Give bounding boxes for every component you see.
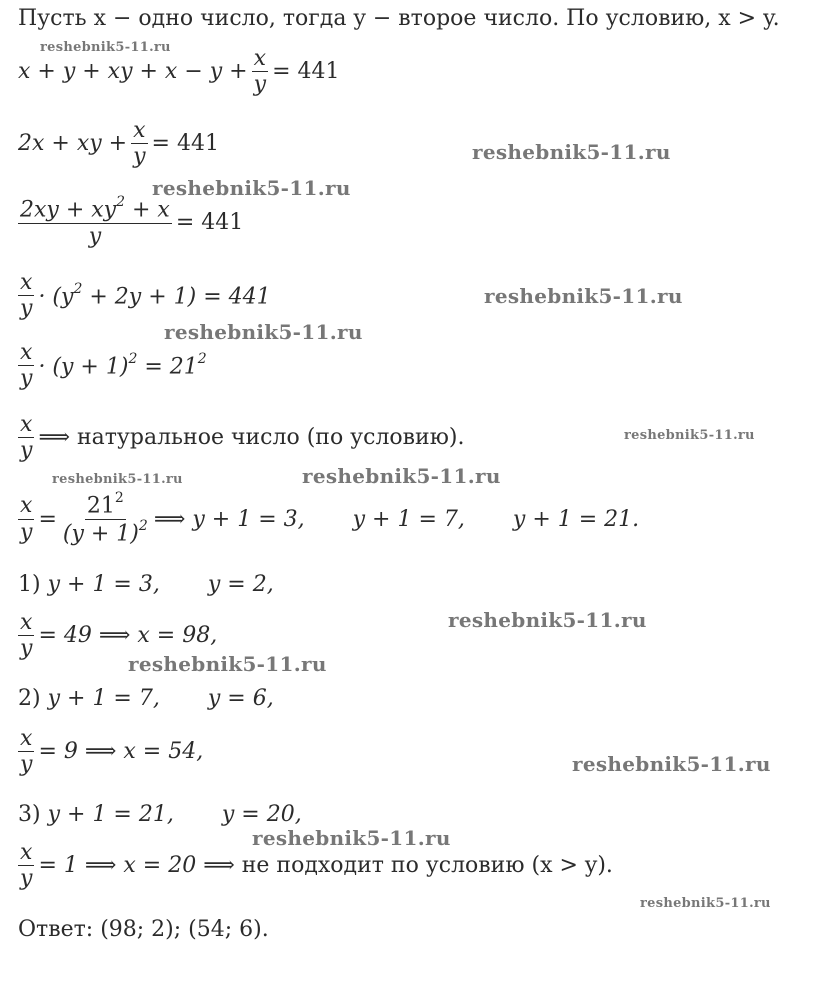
case-1-a: y + 1 = 3,: [47, 572, 160, 597]
fraction-21-squared: $\frac{21^2}{(y + 1)^2}$: [62, 490, 148, 546]
eq7-result-c: y + 1 = 21.: [512, 506, 640, 532]
case-3-res-text: не подходит по условию (x > y).: [241, 853, 613, 879]
watermark: reshebnik5-11.ru: [128, 652, 327, 676]
eq7-result-b: y + 1 = 7,: [352, 506, 465, 532]
case-1-res: = 49 ⟹ x = 98,: [38, 623, 218, 649]
case-3-a: y + 1 = 21,: [47, 802, 174, 827]
case-2-a: y + 1 = 7,: [47, 686, 160, 711]
fraction-x-over-y: $\frac{x}{y}$: [20, 840, 33, 892]
equation-5: [18, 340, 207, 392]
watermark: reshebnik5-11.ru: [472, 140, 671, 164]
watermark: reshebnik5-11.ru: [572, 752, 771, 776]
equals: =: [38, 506, 57, 532]
fraction-x-over-y: $\frac{x}{y}$: [20, 340, 33, 392]
implies-symbol: ⟹: [38, 425, 77, 451]
natural-text: натуральное число (по условию).: [76, 425, 465, 451]
watermark: reshebnik5-11.ru: [484, 284, 683, 308]
case-3-line: [18, 802, 302, 827]
fraction-x-over-y: $\frac{x}{y}$: [20, 270, 33, 322]
case-1-b: y = 2,: [207, 572, 274, 597]
eq4-body: · $(y^2 + 2y + 1) = 441$: [38, 280, 271, 309]
watermark: reshebnik5-11.ru: [52, 472, 183, 487]
eq3-right: = 441: [175, 209, 244, 235]
watermark: reshebnik5-11.ru: [40, 40, 171, 55]
eq1-left: x + y + xy + x − y +: [18, 59, 248, 85]
watermark: reshebnik5-11.ru: [624, 428, 755, 443]
watermark: reshebnik5-11.ru: [152, 176, 351, 200]
equation-4: [18, 270, 271, 322]
watermark: reshebnik5-11.ru: [302, 464, 501, 488]
equation-3: [18, 196, 243, 249]
answer-text: Ответ: (98; 2); (54; 6).: [18, 917, 269, 942]
watermark: reshebnik5-11.ru: [448, 608, 647, 632]
intro-line: [18, 6, 780, 31]
case-2-label: 2): [18, 686, 41, 711]
case-1-line: [18, 572, 274, 597]
fraction-x-over-y: $\frac{x}{y}$: [20, 726, 33, 778]
case-3-label: 3): [18, 802, 41, 827]
fraction-main: $\frac{2xy + xy^2 + x}{y}$: [20, 194, 170, 249]
eq1-right: = 441: [272, 59, 340, 85]
case-3-b: y = 20,: [221, 802, 302, 827]
fraction-x-over-y: $\frac{x}{y}$: [253, 46, 267, 98]
fraction-x-over-y: $\frac{x}{y}$: [20, 412, 33, 464]
intro-text: Пусть x − одно число, тогда y − второе число. По условию, x > y.: [18, 6, 780, 31]
implies-symbol: ⟹: [153, 506, 193, 532]
eq5-body: · $(y + 1)^2 = 21^2$: [38, 350, 207, 379]
fraction-x-over-y: $\frac{x}{y}$: [20, 493, 33, 545]
equation-2: [18, 118, 219, 170]
eq2-left: 2x + xy +: [18, 131, 128, 157]
watermark: reshebnik5-11.ru: [640, 896, 771, 911]
fraction-x-over-y: $\frac{x}{y}$: [133, 118, 146, 170]
watermark: reshebnik5-11.ru: [252, 826, 451, 850]
case-2-res: = 9 ⟹ x = 54,: [38, 739, 204, 765]
fraction-x-over-y: $\frac{x}{y}$: [20, 610, 33, 662]
case-2-result: [18, 726, 203, 778]
equation-7: [18, 492, 639, 546]
case-2-b: y = 6,: [207, 686, 274, 711]
case-3-res-a: = 1 ⟹ x = 20 ⟹: [38, 853, 235, 879]
eq7-result-a: y + 1 = 3,: [192, 506, 305, 532]
case-2-line: [18, 686, 274, 711]
eq2-right: = 441: [151, 131, 219, 157]
case-1-label: 1): [18, 572, 41, 597]
watermark: reshebnik5-11.ru: [164, 320, 363, 344]
answer-line: [18, 917, 269, 942]
equation-6: [18, 412, 464, 464]
